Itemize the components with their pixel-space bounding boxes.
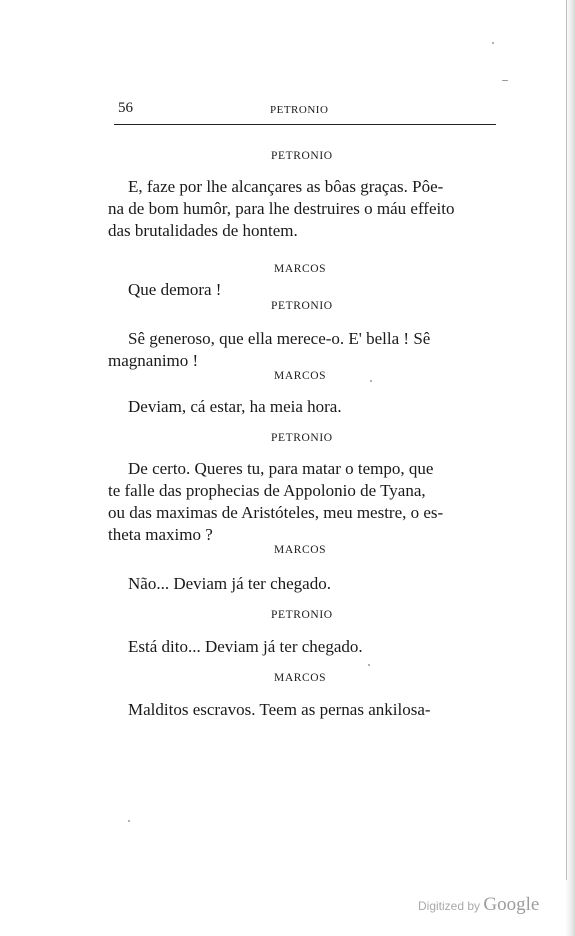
speaker-name: PETRONIO — [271, 609, 333, 621]
speech-block — [108, 636, 500, 658]
speech-line: Sê generoso, que ella merece-o. E' bella ! Sê — [128, 329, 431, 348]
speech-line: magnanimo ! — [108, 351, 199, 370]
speaker-name: PETRONIO — [271, 432, 333, 444]
speech-line: te falle das prophecias de Appolonio de Tyana, — [108, 481, 426, 500]
page-edge-line — [566, 0, 567, 880]
speech-line: Está dito... Deviam já ter chegado. — [128, 637, 363, 656]
speech-block — [108, 573, 500, 595]
speaker-name: MARCOS — [274, 544, 327, 556]
speech-block — [108, 328, 500, 372]
speech-block — [108, 699, 500, 721]
speech-line: das brutalidades de hontem. — [108, 221, 298, 240]
speech-line: E, faze por lhe alcançares as bôas graças. Pôe- — [128, 177, 444, 196]
speaker-name: MARCOS — [274, 370, 327, 382]
speech-line: Que demora ! — [128, 280, 222, 299]
speech-block — [108, 458, 500, 546]
speaker-name: PETRONIO — [271, 150, 333, 162]
speech-line: na de bom humôr, para lhe destruires o máu effeito — [108, 199, 455, 218]
speaker-name: PETRONIO — [271, 300, 333, 312]
scan-speck — [492, 42, 494, 44]
digitized-watermark — [418, 894, 539, 916]
scan-speck — [368, 664, 370, 666]
speech-line: Malditos escravos. Teem as pernas ankilosa- — [128, 700, 431, 719]
scan-speck — [128, 820, 130, 822]
speech-line: Não... Deviam já ter chegado. — [128, 574, 331, 593]
page-number: 56 — [118, 100, 133, 116]
speech-block — [108, 176, 500, 242]
header-rule — [114, 124, 496, 125]
speech-line: theta maximo ? — [108, 525, 213, 544]
speech-line: ou das maximas de Aristóteles, meu mestre, o es- — [108, 503, 444, 522]
scan-speck — [502, 80, 508, 81]
speaker-name: MARCOS — [274, 672, 327, 684]
speaker-name: MARCOS — [274, 263, 327, 275]
speech-block — [108, 279, 500, 301]
watermark-brand: Google — [483, 894, 540, 915]
speech-line: De certo. Queres tu, para matar o tempo, que — [128, 459, 434, 478]
speech-block — [108, 396, 500, 418]
watermark-prefix: Digitized by — [418, 899, 481, 913]
running-title: PETRONIO — [270, 104, 329, 116]
speech-line: Deviam, cá estar, ha meia hora. — [128, 397, 342, 416]
scan-speck — [370, 380, 372, 382]
